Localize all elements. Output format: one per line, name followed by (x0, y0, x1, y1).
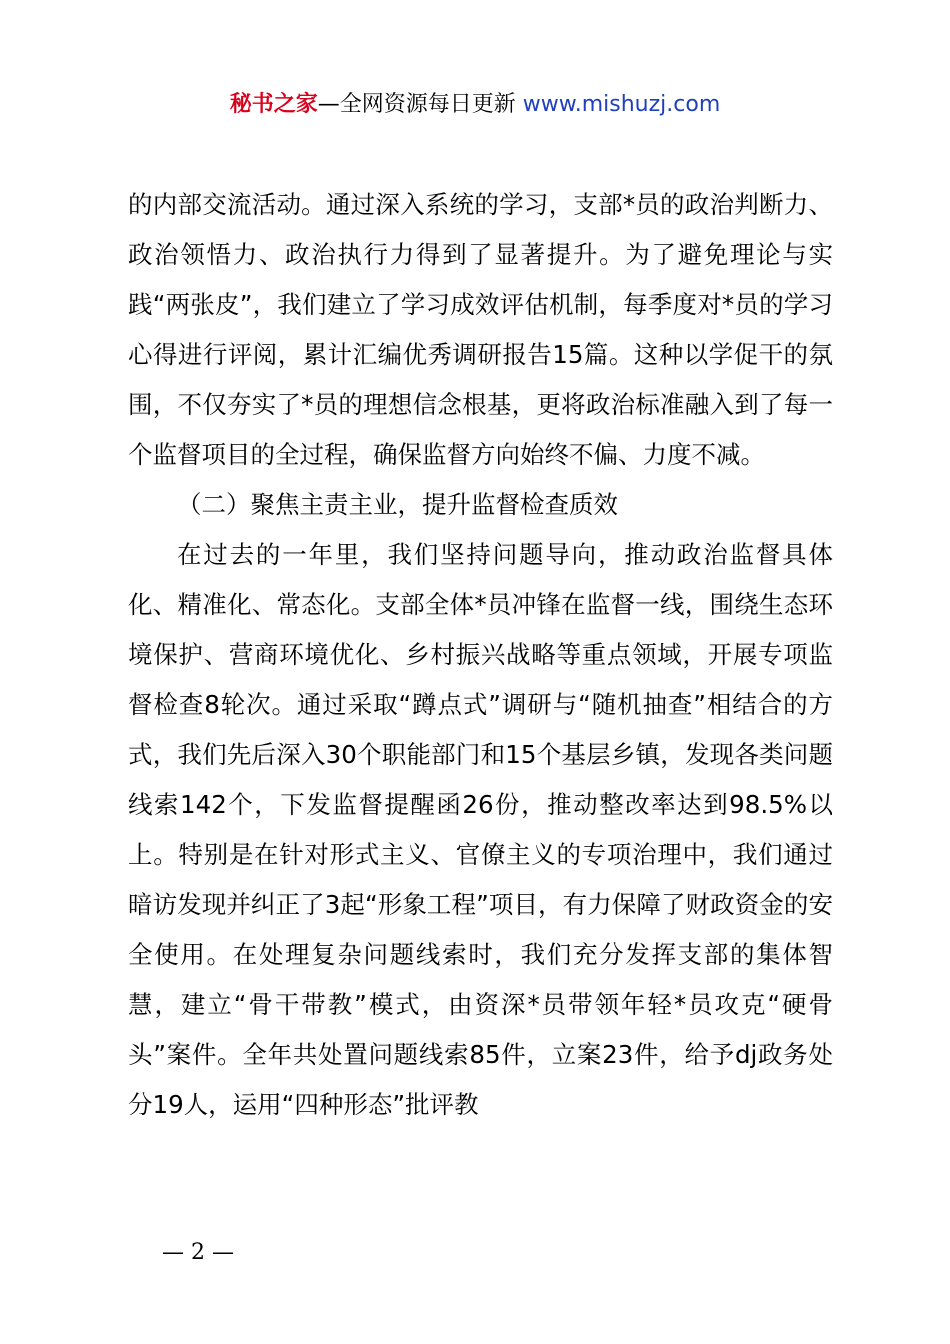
section-heading: （二）聚焦主责主业，提升监督检查质效 (177, 490, 618, 519)
brand-name: 秘书之家 (229, 92, 318, 117)
document-body (128, 180, 833, 1130)
page-number: — 2 — (162, 1240, 234, 1265)
site-banner (0, 88, 950, 122)
banner-tagline: —全网资源每日更新 (317, 92, 516, 117)
paragraph-supervision: 在过去的一年里，我们坚持问题导向，推动政治监督具体化、精准化、常态化。支部全体*员冲锋在监督一线，围绕生态环境保护、营商环境优化、乡村振兴战略等重点领域，开展专项监督检查8轮次。通过采取“蹲点式”调研与“随机抽查”相结合的方式，我们先后深入30个职能部门和15个基层乡镇，发现各类问题线索142个，下发监督提醒函26份，推动整改率达到98.5%以上。特别是在针对形式主义、官僚主义的专项治理中，我们通过暗访发现并纠正了3起“形象工程”项目，有力保障了财政资金的安全使用。在处理复杂问题线索时，我们充分发挥支部的集体智慧，建立“骨干带教”模式，由资深*员带领年轻*员攻克“硬骨头”案件。全年共处置问题线索85件，立案23件，给予dj政务处分19人，运用“四种形态”批评教 (128, 540, 833, 1119)
site-url-link[interactable]: www.mishuzj.com (522, 92, 721, 117)
paragraph-continued: 的内部交流活动。通过深入系统的学习，支部*员的政治判断力、政治领悟力、政治执行力得到了显著提升。为了避免理论与实践“两张皮”，我们建立了学习成效评估机制，每季度对*员的学习心得进行评阅，累计汇编优秀调研报告15篇。这种以学促干的氛围，不仅夯实了*员的理想信念根基，更将政治标准融入到了每一个监督项目的全过程，确保监督方向始终不偏、力度不减。 (128, 190, 833, 469)
